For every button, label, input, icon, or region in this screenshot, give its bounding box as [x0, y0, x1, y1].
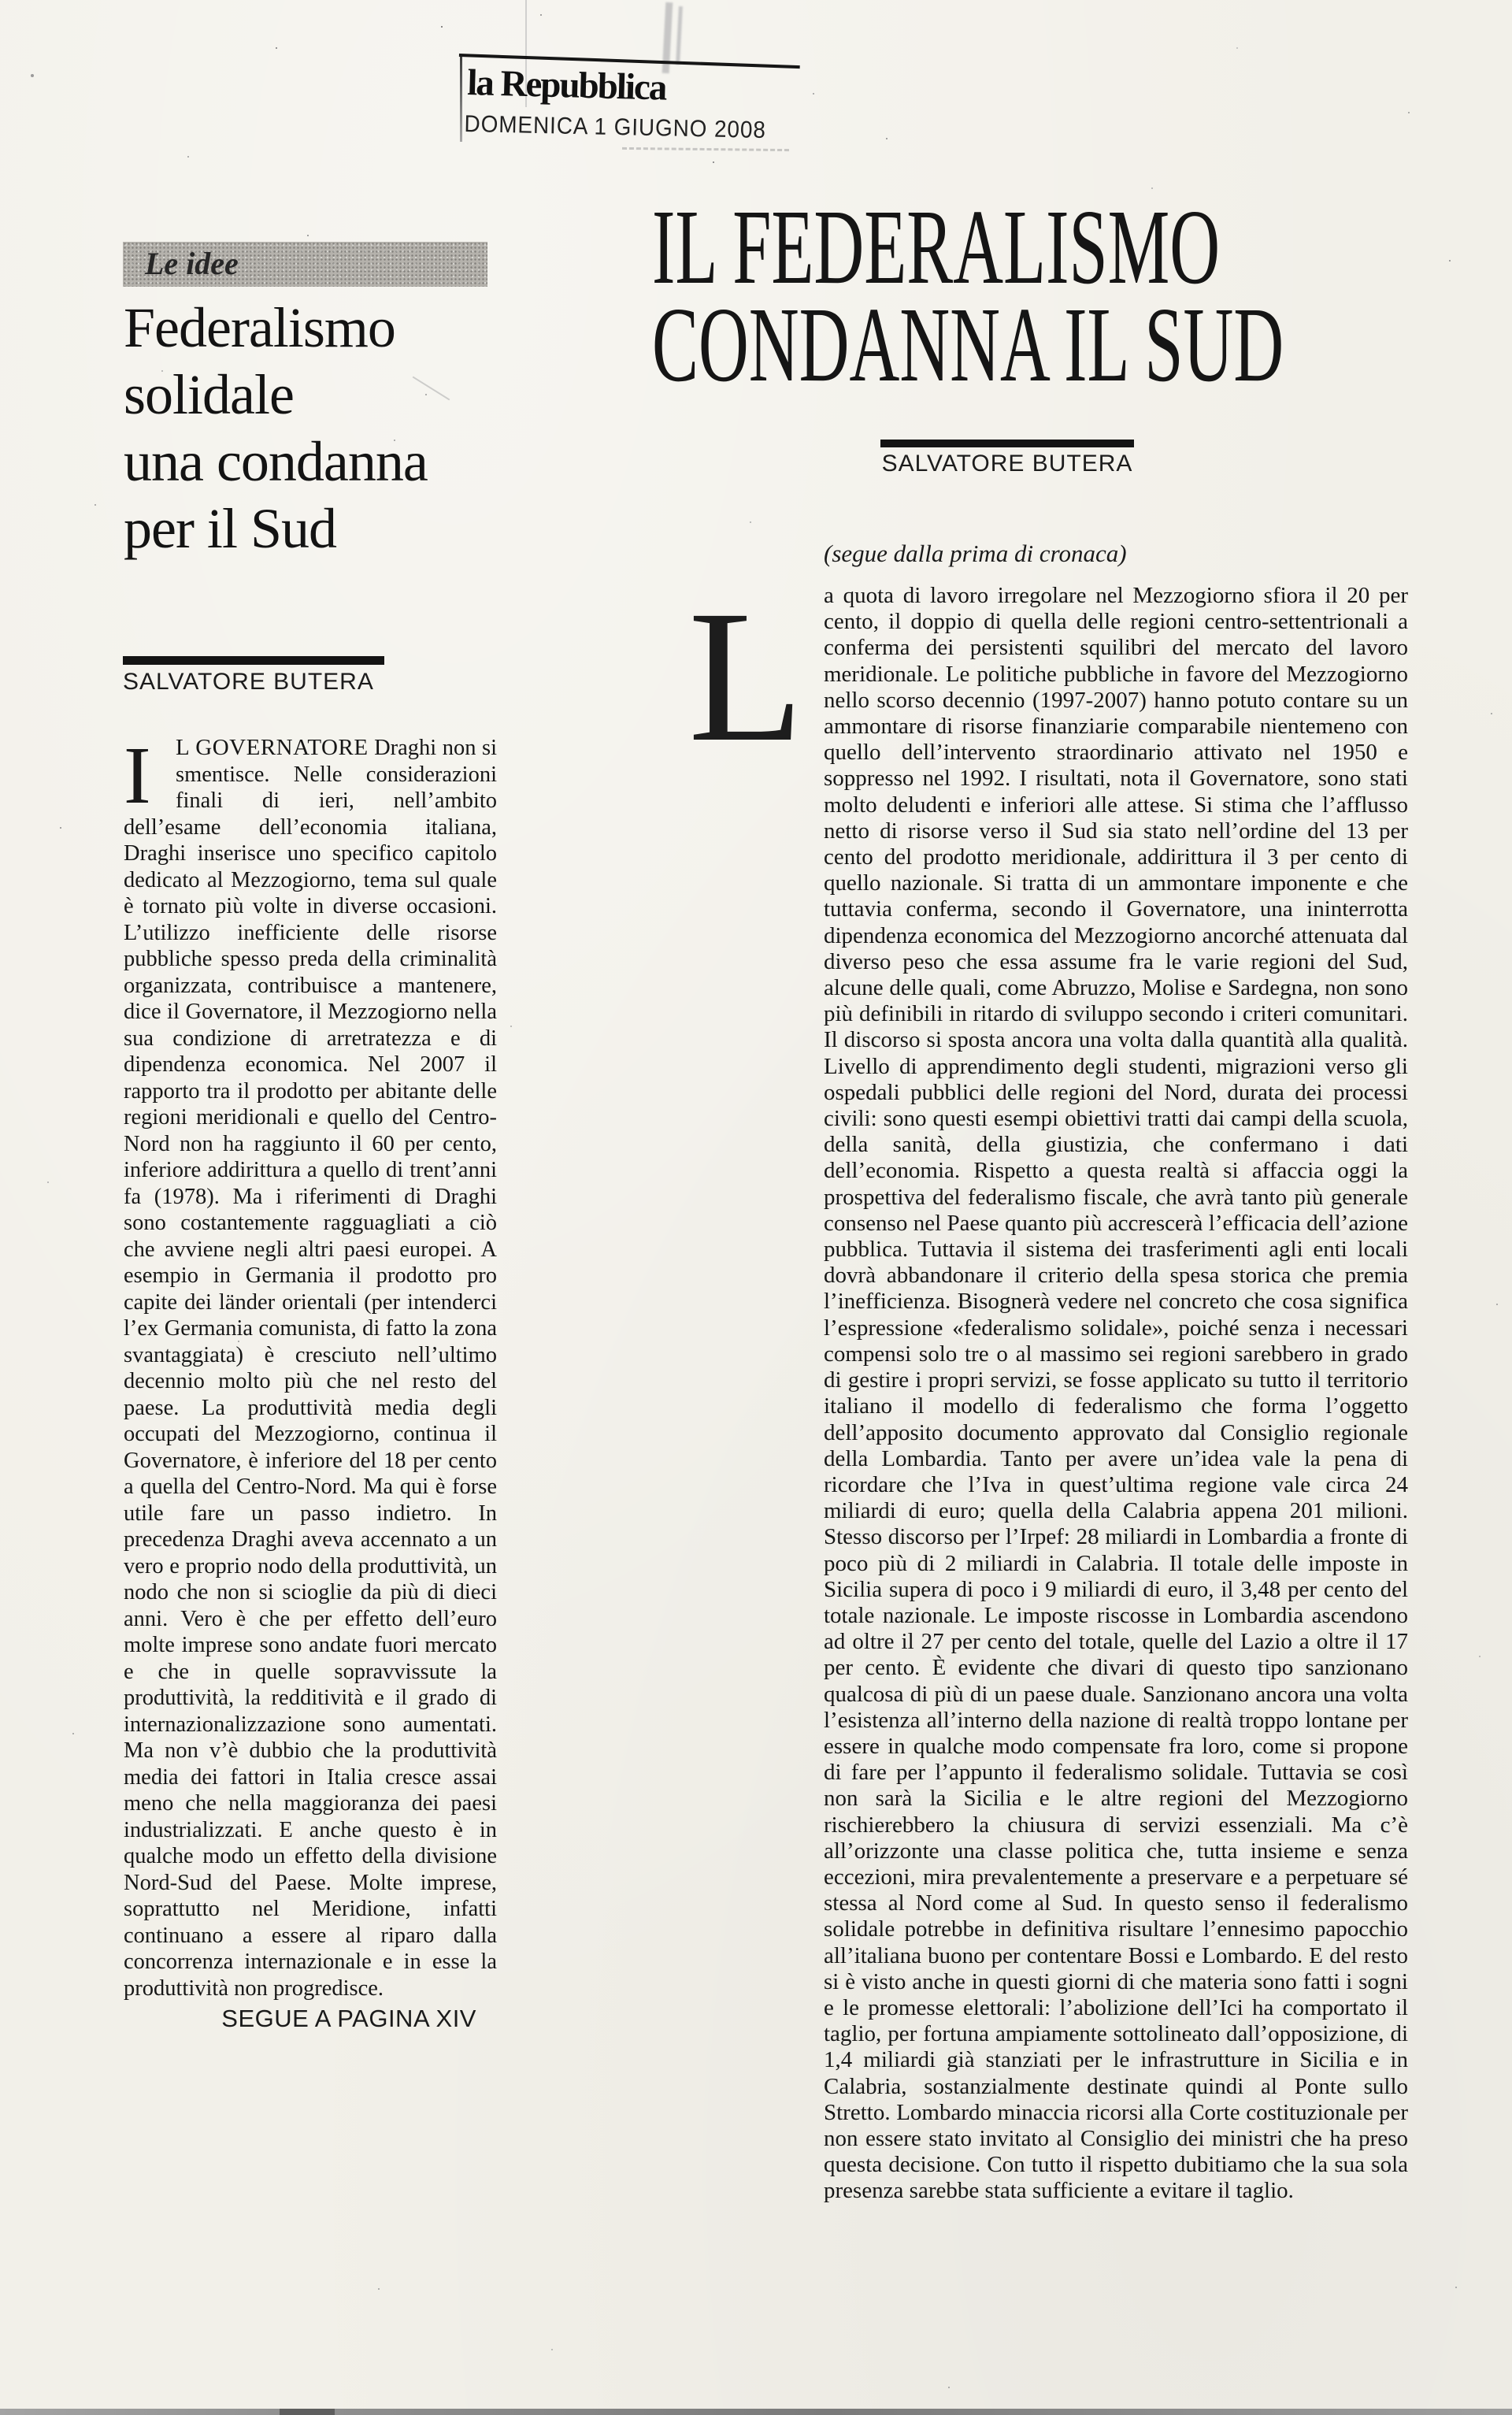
sidebar-title-line-2: solidale — [124, 363, 294, 426]
section-kicker: Le idee — [123, 242, 487, 287]
main-headline — [652, 188, 1512, 306]
newspaper-masthead: la Repubblica — [466, 62, 667, 109]
sidebar-body-text: Draghi non si smentisce. Nelle considerazioni finali di ieri, nell’ambito dell’esame dell’economia italiana, Draghi inserisce uno specifico capitolo dedicato al Mezzogiorno, tema sul quale è tornato più volte in diverse occasioni. L’utilizzo inefficiente delle risorse pubbliche spesso preda della criminalità organizzata, contribuisce a mantenere, dice il Governatore, il Mezzogiorno nella sua condizione di arretratezza e di dipendenza economica. Nel 2007 il rapporto tra il prodotto per abitante delle regioni meridionali e quello del Centro-Nord non ha raggiunto il 60 per cento, inferiore addirittura a quello di trent’anni fa (1978). Ma i riferimenti di Draghi sono costantemente ragguagliati a ciò che avviene negli altri paesi europei. A esempio in Germania il prodotto pro capite dei länder orientali (per intenderci l’ex Germania comunista, di fatto la zona svantaggiata) è cresciuto nell’ultimo decennio molto più che nel resto del paese. La produttività media degli occupati del Mezzogiorno, continua il Governatore, è inferiore del 18 per cento a quella del Centro-Nord. Ma qui è forse utile fare un passo indietro. In precedenza Draghi aveva accennato a un vero e proprio nodo della produttività, un nodo che non si scioglie da più di dieci anni. Vero è che per effetto dell’euro molte imprese sono andate fuori mercato e che in quelle sopravvissute la produttività, la redditività e il grado di internazionalizzazione sono aumentati. Ma non v’è dubbio che la produttività media dei fattori in Italia cresce assai meno che nella maggioranza dei paesi industrializzati. E anche questo è in qualche modo un effetto della divisione Nord-Sud del Paese. Molte imprese, soprattutto nel Meridione, infatti continuano a essere al riparo dalla concorrenza internazionale e in esse la produttività non progredisce. — [124, 736, 498, 2001]
continued-from-note: (segue dalla prima di cronaca) — [824, 540, 1127, 567]
sidebar-drop-cap: I — [124, 730, 151, 821]
sidebar-title-line-3: una condanna — [124, 430, 428, 493]
main-body-paragraph: a quota di lavoro irregolare nel Mezzogiorno sfiora il 20 per cento, il doppio di quella delle regioni centro-settentrionali a conferma dei persistenti squilibri del mercato del lavoro meridionale. Le politiche pubbliche in favore del Mezzogiorno nello scorso decennio (1997-2007) hanno potuto contare su un ammontare di risorse finanziarie comparabile nientemeno con quello dell’intervento straordinario attivato nel 1950 e soppresso nel 1992. I risultati, nota il Governatore, sono stati molto deludenti e inferiori alle attese. Si stima che l’afflusso netto di risorse verso il Sud sia stato nell’ordine del 13 per cento del prodotto meridionale, addirittura il 3 per cento di quello nazionale. Si tratta di un ammontare imponente e che tuttavia conferma, secondo il Governatore, una ininterrotta dipendenza economica del Mezzogiorno ancorché attenuata dal diverso peso che essa assume fra le varie regioni del Sud, alcune delle quali, come Abruzzo, Molise e Sardegna, non sono più definibili in ritardo di sviluppo secondo i criteri comunitari. Il discorso si sposta ancora una volta dalla quantità alla qualità. Livello di apprendimento degli studenti, migrazioni verso gli ospedali pubblici delle regioni del Nord, durata dei processi civili: sono questi esempi obiettivi tratti dai campi della scuola, della sanità, della giustizia, che confermano i dati dell’economia. Rispetto a questa realtà si affaccia oggi la prospettiva del federalismo fiscale, che avrà tanto più generale consenso nel Paese quanto più accrescerà l’efficacia dell’azione pubblica. Tuttavia il sistema dei trasferimenti agli enti locali dovrà abbandonare il criterio della spesa storica che premia l’inefficienza. Bisognerà vedere nel concreto che cosa significa l’espressione «federalismo solidale», poiché senza i necessari compensi solo tre o al massimo sei regioni sarebbero in grado di gestire i propri servizi, se fosse applicato su tutto il territorio italiano il modello di federalismo che forma l’oggetto dell’apposito documento approvato dal Consiglio regionale della Lombardia. Tanto per avere un’idea vale la pena di ricordare che l’Iva in quest’ultima regione vale circa 24 miliardi di euro; quella della Calabria appena 201 milioni. Stesso discorso per l’Irpef: 28 miliardi in Lombardia a fronte di poco più di 2 miliardi in Calabria. Il totale delle imposte in Sicilia supera di poco i 9 miliardi di euro, il 3,48 per cento del totale nazionale. Le imposte riscosse in Lombardia ascendono ad oltre il 27 per cento del totale, quelle del Lazio a oltre il 17 per cento. È evidente che divari di questo tipo sanzionano qualcosa di più di un paese duale. Sanzionano ancora una volta l’esistenza all’interno della nazione di realtà troppo lontane per essere in qualche modo compensate fra loro, come si propone di fare per l’appunto il federalismo solidale. Tuttavia se così non sarà la Sicilia e le altre regioni del Mezzogiorno rischierebbero la chiusura di servizi essenziali. Ma c’è all’orizzonte una classe politica che, tutta insieme e senza eccezioni, mira prevalentemente a preservare e a perpetuare sé stessa al Nord come al Sud. In questo senso il federalismo solidale potrebbe in definitiva risultare l’ennesimo papocchio all’italiana buono per contentare Bossi e Lombardo. E del resto si è visto anche in questi giorni di che materia sono fatti i sogni e le promesse elettorali: l’abolizione dell’Ici ha comportato il taglio, per fortuna ampiamente sottolineato dall’opposizione, di 1,4 miliardi già stanziati per le infrastrutture in Sicilia e in Calabria, sostanzialmente destinate quindi al Ponte sullo Stretto. Lombardo minaccia ricorsi alla Corte costituzionale per non essere stato invitato al Consiglio dei ministri che ha preso questa decisione. Con tutto il rispetto dubitiamo che la sua sola presenza sarebbe stata sufficiente a evitare il taglio. — [824, 583, 1408, 2204]
sidebar-title-line-1: Federalismo — [124, 296, 395, 359]
main-headline — [652, 286, 1512, 404]
masthead-left-rule — [460, 55, 462, 142]
main-byline: SALVATORE BUTERA — [881, 451, 1133, 477]
sidebar-byline: SALVATORE BUTERA — [123, 669, 374, 695]
scan-smudge — [676, 6, 683, 65]
sidebar-lead-in: L GOVERNATORE — [176, 735, 369, 760]
sidebar-article-body — [124, 730, 498, 2033]
date-underline-dashes — [622, 147, 789, 151]
sidebar-byline-rule — [123, 656, 384, 665]
sidebar-article-title — [124, 295, 502, 562]
scan-speckles — [0, 0, 2, 2]
main-headline-line-1: IL FEDERALISMO — [652, 188, 1221, 306]
main-headline-line-2: CONDANNA IL SUD — [652, 286, 1284, 404]
sidebar-title-line-4: per il Sud — [124, 497, 336, 560]
scanner-edge-band — [0, 2409, 1512, 2415]
main-drop-cap: L — [688, 571, 804, 781]
sidebar-body-paragraph — [124, 730, 498, 2001]
issue-date: DOMENICA 1 GIUGNO 2008 — [464, 110, 767, 144]
main-byline-rule — [880, 440, 1134, 447]
scanner-edge-band-dark-spot — [280, 2409, 335, 2415]
sidebar-continuation-note: SEGUE A PAGINA XIV — [221, 2005, 476, 2032]
main-article-body — [824, 583, 1408, 2205]
